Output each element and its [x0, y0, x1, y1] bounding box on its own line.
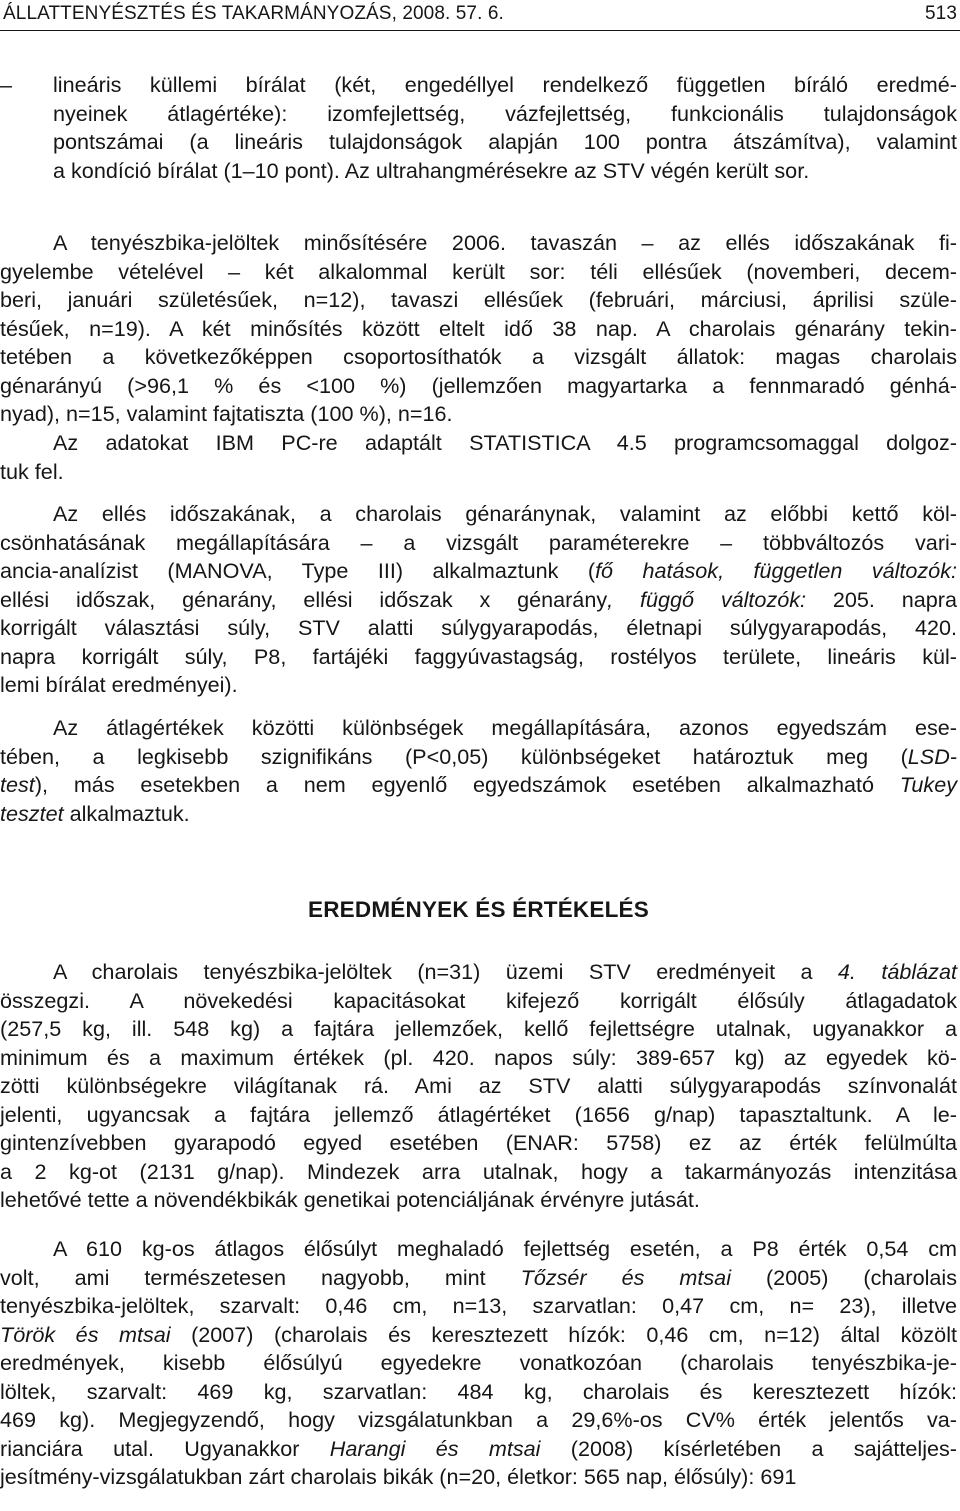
text-run: minimum és a maximum értékek (pl. 420. napos súly: 389-657 kg) az egyedek kö-	[0, 1044, 957, 1070]
text-run: eredmények, kisebb élősúlyú egyedekre vonatkozóan (charolais tenyészbika-je-	[0, 1350, 957, 1376]
text-run: 205. napra	[806, 586, 957, 612]
text-line	[0, 586, 957, 615]
text-line	[0, 100, 957, 129]
italic-text-run: 4. táblázat	[837, 959, 957, 984]
text-line	[0, 1186, 957, 1215]
text-line	[0, 1349, 957, 1378]
text-run: A charolais tenyészbika-jelöltek (n=31) üzemi STV eredményeit a	[53, 959, 838, 984]
text-run: (2008) kísérletében a sajátteljes-	[540, 1435, 957, 1461]
text-run: jesítmény-vizsgálatukban zárt charolais bikák (n=20, életkor: 565 nap, élősúly): 691	[0, 1464, 797, 1490]
italic-text-run: Harangi és mtsai	[329, 1435, 541, 1461]
text-line	[0, 557, 957, 586]
text-line	[0, 229, 957, 258]
text-line	[0, 400, 957, 429]
text-run: korrigált választási súly, STV alatti súlygyarapodás, életnapi súlygyarapodás, 420.	[0, 615, 957, 641]
running-header	[0, 0, 960, 31]
text-line	[0, 286, 957, 315]
text-run: tésűek, n=19). A két minősítés között eltelt idő 38 nap. A charolais génarány tekin-	[0, 315, 957, 341]
text-line	[0, 1378, 957, 1407]
text-run: ancia-analízist (MANOVA, Type III) alkalmaztunk (	[0, 558, 596, 584]
text-run: pontszámai (a lineáris tulajdonságok alapján 100 pontra átszámítva), valamint	[53, 129, 957, 155]
text-line	[0, 315, 957, 344]
text-run: tenyészbika-jelöltek, szarvalt: 0,46 cm, n=13, szarvatlan: 0,47 cm, n= 23), illetve	[0, 1293, 957, 1319]
journal-citation: ÁLLATTENYÉSZTÉS ÉS TAKARMÁNYOZÁS, 2008. 57. 6.	[3, 3, 504, 24]
text-run: lehetővé tette a növendékbikák genetikai potenciáljának érvényre jutását.	[0, 1187, 700, 1213]
paragraph-p8-comparison	[0, 1235, 957, 1492]
text-line	[0, 1235, 957, 1264]
text-line	[0, 1463, 957, 1492]
italic-text-run: fő hatások, független változók:	[595, 558, 957, 584]
text-run: Az ellés időszakának, a charolais génaránynak, valamint az előbbi kettő köl-	[53, 501, 957, 526]
text-run: 469 kg). Megjegyzendő, hogy vizsgálatunkban a 29,6%-os CV% érték jelentős va-	[0, 1407, 957, 1433]
text-line	[0, 714, 957, 743]
italic-text-run: LSD-	[907, 743, 957, 769]
paragraph-stv-results	[0, 958, 957, 1215]
text-line	[0, 1044, 957, 1073]
text-run: A tenyészbika-jelöltek minősítésére 2006. tavaszán – az ellés időszakának fi-	[53, 230, 957, 255]
italic-text-run: tesztet	[0, 800, 64, 826]
text-run: zötti különbségekre világítanak rá. Ami az STV alatti súlygyarapodás színvonalát	[0, 1073, 957, 1099]
text-run: volt, ami természetesen nagyobb, mint	[0, 1264, 521, 1290]
text-line	[0, 771, 957, 800]
text-line	[0, 500, 957, 529]
text-line	[0, 1129, 957, 1158]
paragraph-qualification	[0, 229, 957, 429]
text-line	[0, 372, 957, 401]
text-run: csönhatásának megállapítására – a vizsgált paraméterekre – többváltozós vari-	[0, 529, 957, 555]
text-line	[0, 429, 957, 458]
text-line	[0, 1406, 957, 1435]
text-run: alkalmaztuk.	[63, 800, 190, 826]
text-run: napra korrigált súly, P8, fartájéki faggyúvastagság, rostélyos területe, lineáris kül-	[0, 643, 957, 669]
text-run: jelenti, ugyancsak a fajtára jellemző átlagértéket (1656 g/nap) tapasztaltunk. A le-	[0, 1101, 957, 1127]
text-run: ellési időszak, génarány, ellési időszak x génarány	[0, 586, 608, 612]
text-line	[0, 258, 957, 287]
text-line	[0, 1015, 957, 1044]
text-line	[0, 1321, 957, 1350]
paragraph-manova	[0, 500, 957, 700]
paragraph-lsd-tukey	[0, 714, 957, 828]
italic-text-run: Tőzsér és mtsai	[520, 1264, 731, 1290]
text-run: tetében a következőképpen csoportosíthatók a vizsgált állatok: magas charolais	[0, 344, 957, 370]
italic-text-run: , függő változók:	[607, 586, 807, 612]
paragraph-statistica	[0, 429, 957, 486]
methods-list-item	[0, 71, 957, 185]
text-run: löltek, szarvalt: 469 kg, szarvatlan: 484 kg, charolais és keresztezett hízók:	[0, 1378, 957, 1404]
text-run: a kondíció bírálat (1–10 pont). Az ultrahangmérésekre az STV végén került sor.	[53, 157, 810, 183]
text-line	[0, 614, 957, 643]
text-line	[0, 71, 957, 100]
text-run: tuk fel.	[0, 458, 64, 484]
text-run: lineáris küllemi bírálat (két, engedéllyel rendelkező független bíráló eredmé-	[53, 72, 957, 97]
text-run: (257,5 kg, ill. 548 kg) a fajtára jellemzőek, kellő fejlettségre utalnak, ugyanakkor a	[0, 1016, 957, 1042]
text-line	[0, 987, 957, 1016]
text-line	[0, 1101, 957, 1130]
text-run: ), más esetekben a nem egyenlő egyedszámok esetében alkalmazható	[34, 772, 900, 798]
text-run: lemi bírálat eredményei).	[0, 672, 238, 698]
italic-text-run: Tukey	[899, 772, 957, 798]
page-number: 513	[924, 3, 957, 24]
text-run: A 610 kg-os átlagos élősúlyt meghaladó fejlettség esetén, a P8 érték 0,54 cm	[53, 1236, 957, 1261]
text-line	[0, 643, 957, 672]
text-line	[0, 958, 957, 987]
text-line	[0, 1072, 957, 1101]
text-run: (2005) (charolais	[731, 1264, 958, 1290]
text-line	[0, 529, 957, 558]
text-line	[0, 800, 957, 829]
text-run: nyad), n=15, valamint fajtatiszta (100 %), n=16.	[0, 401, 453, 427]
list-dash-marker: –	[0, 72, 13, 97]
section-heading-results: EREDMÉNYEK ÉS ÉRTÉKELÉS	[308, 897, 649, 922]
text-line	[0, 343, 957, 372]
text-run: tében, a legkisebb szignifikáns (P<0,05) különbségeket határoztuk meg (	[0, 743, 908, 769]
text-line	[0, 671, 957, 700]
text-run: nyeinek átlagértéke): izomfejlettség, vázfejlettség, funkcionális tulajdonságok	[53, 100, 957, 126]
text-run: génarányú (>96,1 % és <100 %) (jellemzően magyartarka a fennmaradó génhá-	[0, 372, 957, 398]
text-run: (2007) (charolais és keresztezett hízók: 0,46 cm, n=12) által közölt	[170, 1321, 957, 1347]
text-run: Az adatokat IBM PC-re adaptált STATISTICA 4.5 programcsomaggal dolgoz-	[53, 430, 957, 455]
italic-text-run: test	[0, 772, 35, 798]
text-line	[0, 743, 957, 772]
text-run: Az átlagértékek közötti különbségek megállapítására, azonos egyedszám ese-	[53, 715, 957, 740]
text-run: gyelembe vételével – két alkalommal került sor: téli ellésűek (novemberi, decem-	[0, 258, 957, 284]
text-line	[0, 157, 957, 186]
text-line	[0, 1158, 957, 1187]
text-line	[0, 458, 957, 487]
text-line	[0, 1292, 957, 1321]
text-line	[0, 1264, 957, 1293]
text-run: rianciára utal. Ugyanakkor	[0, 1435, 330, 1461]
italic-text-run: Török és mtsai	[0, 1321, 171, 1347]
text-run: gintenzívebben gyarapodó egyed esetében (ENAR: 5758) ez az érték felülmúlta	[0, 1130, 957, 1156]
text-run: beri, januári születésűek, n=12), tavaszi ellésűek (februári, márciusi, áprilisi szüle-	[0, 287, 957, 313]
text-line	[0, 128, 957, 157]
text-run: összegzi. A növekedési kapacitásokat kifejező korrigált élősúly átlagadatok	[0, 987, 957, 1013]
text-run: a 2 kg-ot (2131 g/nap). Mindezek arra utalnak, hogy a takarmányozás intenzitása	[0, 1158, 957, 1184]
text-line	[0, 1435, 957, 1464]
